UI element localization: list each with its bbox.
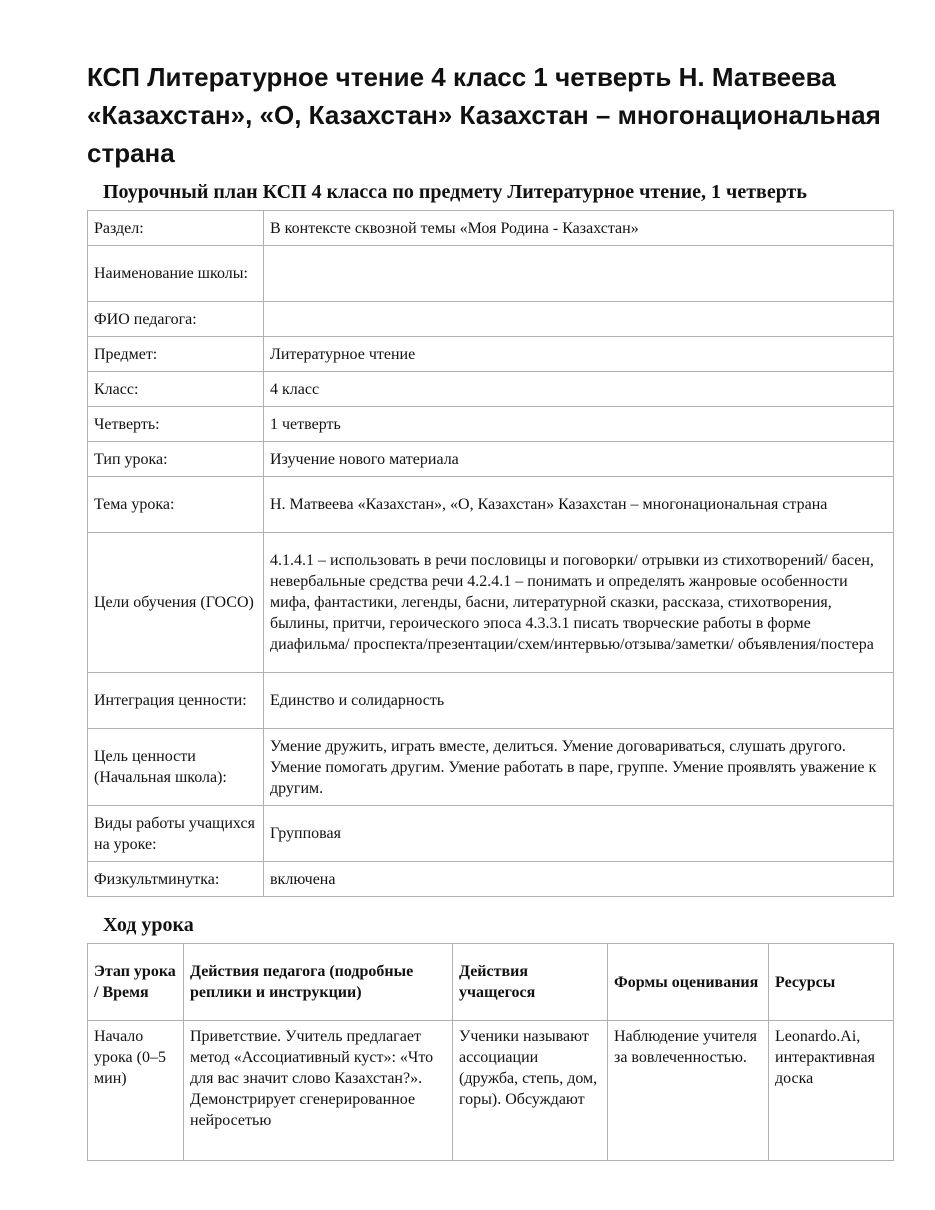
- cell-stage: Начало урока (0–5 мин): [88, 1021, 184, 1161]
- header-stage: Этап урока / Время: [88, 944, 184, 1021]
- info-label: Класс:: [88, 372, 264, 407]
- info-row-lesson-topic: [88, 477, 894, 533]
- info-label: ФИО педагога:: [88, 302, 264, 337]
- plan-heading: Поурочный план КСП 4 класса по предмету Литературное чтение, 1 четверть: [103, 181, 807, 203]
- header-assessment: Формы оценивания: [608, 944, 769, 1021]
- info-row-grade: [88, 372, 894, 407]
- info-value: 1 четверть: [264, 407, 894, 442]
- info-label: Предмет:: [88, 337, 264, 372]
- info-label: Цель ценности (Начальная школа):: [88, 729, 264, 806]
- info-label: Виды работы учащихся на уроке:: [88, 806, 264, 862]
- info-label: Четверть:: [88, 407, 264, 442]
- info-row-section: [88, 211, 894, 246]
- header-student-actions: Действия учащегося: [453, 944, 608, 1021]
- cell-teacher-actions: Приветствие. Учитель предлагает метод «Ассоциативный куст»: «Что для вас значит слово Казахстан?». Демонстрирует сгенерированное нейросетью: [184, 1021, 453, 1161]
- info-value: [264, 246, 894, 302]
- info-value: Единство и солидарность: [264, 673, 894, 729]
- header-teacher-actions: Действия педагога (подробные реплики и инструкции): [184, 944, 453, 1021]
- info-row-quarter: [88, 407, 894, 442]
- info-value: включена: [264, 862, 894, 897]
- info-value: Литературное чтение: [264, 337, 894, 372]
- course-header-row: [88, 944, 894, 1021]
- info-value: 4.1.4.1 – использовать в речи пословицы и поговорки/ отрывки из стихотворений/ басен, невербальные средства речи 4.2.4.1 – понимать и определять жанровые особенности мифа, фантастики, легенды, басни, литературной сказки, рассказа, стихотворения, былины, притчи, героического эпоса 4.3.3.1 писать творческие работы в форме диафильма/ проспекта/презентации/схем/интервью/отзыва/заметки/ объявления/постера: [264, 533, 894, 673]
- header-resources: Ресурсы: [769, 944, 894, 1021]
- document-page: [87, 58, 893, 1129]
- info-value: Изучение нового материала: [264, 442, 894, 477]
- info-label: Физкультминутка:: [88, 862, 264, 897]
- info-label: Цели обучения (ГОСО): [88, 533, 264, 673]
- info-value: Н. Матвеева «Казахстан», «О, Казахстан» Казахстан – многонациональная страна: [264, 477, 894, 533]
- document-title: КСП Литературное чтение 4 класс 1 четверть Н. Матвеева «Казахстан», «О, Казахстан» Казахстан – многонациональная страна: [87, 62, 881, 168]
- info-label: Тема урока:: [88, 477, 264, 533]
- info-label: Интеграция ценности:: [88, 673, 264, 729]
- info-row-teacher: [88, 302, 894, 337]
- info-label: Наименование школы:: [88, 246, 264, 302]
- lesson-info-table: [87, 210, 894, 897]
- lesson-course-table: [87, 943, 894, 1161]
- info-value: [264, 302, 894, 337]
- info-label: Раздел:: [88, 211, 264, 246]
- info-row-work-types: [88, 806, 894, 862]
- cell-student-actions: Ученики называют ассоциации (дружба, степь, дом, горы). Обсуждают: [453, 1021, 608, 1161]
- info-row-subject: [88, 337, 894, 372]
- info-row-value-goal: [88, 729, 894, 806]
- table-row: [88, 1021, 894, 1161]
- lesson-course-heading: Ход урока: [103, 914, 194, 936]
- cell-assessment: Наблюдение учителя за вовлеченностью.: [608, 1021, 769, 1161]
- info-label: Тип урока:: [88, 442, 264, 477]
- info-value: 4 класс: [264, 372, 894, 407]
- cell-resources: Leonardo.Ai, интерактивная доска: [769, 1021, 894, 1161]
- info-row-lesson-type: [88, 442, 894, 477]
- info-value: Групповая: [264, 806, 894, 862]
- info-value: Умение дружить, играть вместе, делиться. Умение договариваться, слушать другого. Умение помогать другим. Умение работать в паре, группе. Умение проявлять уважение к другим.: [264, 729, 894, 806]
- info-row-school: [88, 246, 894, 302]
- info-row-learning-goals: [88, 533, 894, 673]
- info-row-value-integration: [88, 673, 894, 729]
- info-value: В контексте сквозной темы «Моя Родина - Казахстан»: [264, 211, 894, 246]
- info-row-physical-break: [88, 862, 894, 897]
